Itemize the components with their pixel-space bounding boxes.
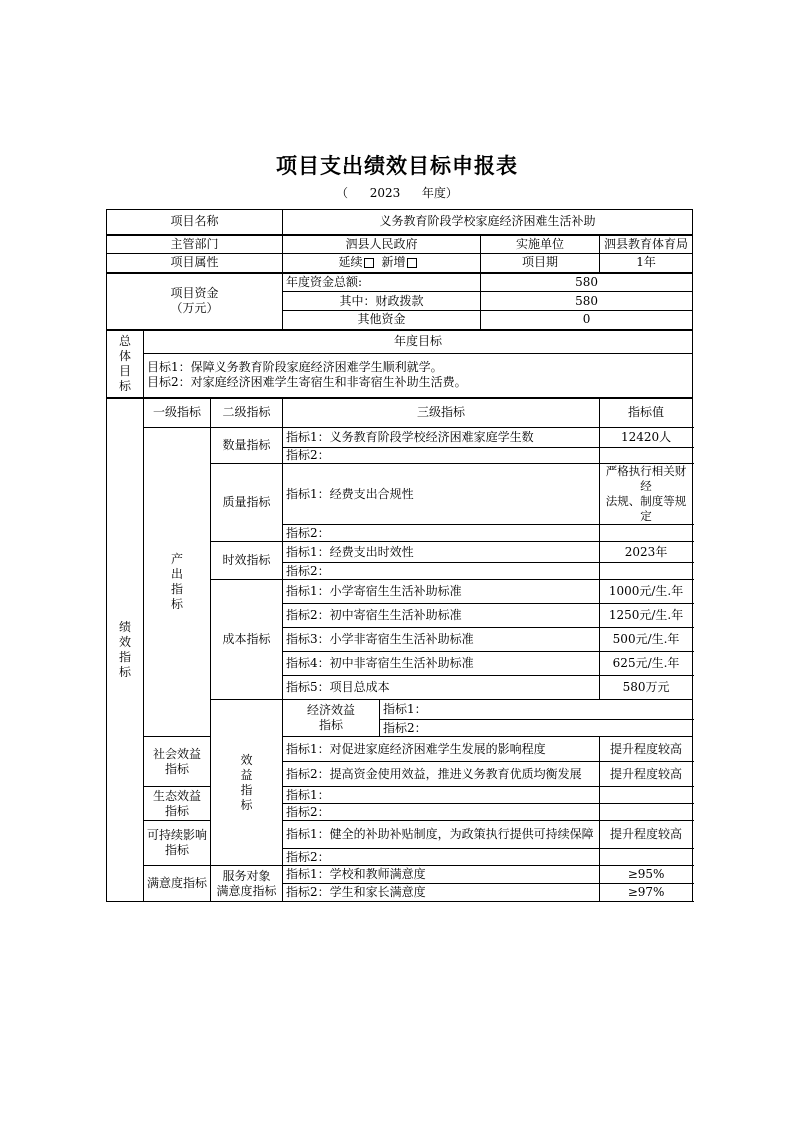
indicator-row: 指标1：健全的补助补贴制度，为政策执行提供可持续保障 (283, 821, 600, 849)
indicator-row: 指标2：学生和家长满意度 (283, 884, 600, 902)
indicator-row: 指标1： (380, 700, 693, 720)
project-name-label: 项目名称 (107, 210, 283, 235)
form-title: 项目支出绩效目标申报表 (276, 154, 518, 178)
indicator-row: 指标1：经费支出时效性 (283, 542, 600, 563)
indicator-value: 1250元/生.年 (600, 604, 693, 628)
fund-fiscal-label: 其中：财政拨款 (283, 292, 481, 311)
indicator-value: 625元/生.年 (600, 652, 693, 676)
fund-label-line2: （万元） (170, 301, 219, 315)
header-value: 指标值 (600, 398, 693, 428)
cost-indicator: 成本指标 (211, 580, 283, 700)
quantity-indicator: 数量指标 (211, 428, 283, 464)
indicator-row: 指标1：小学寄宿生生活补助标准 (283, 580, 600, 604)
indicator-row: 指标2： (283, 525, 600, 542)
side-char: 指 (118, 649, 131, 664)
label-line: 生态效益 (152, 788, 201, 803)
indicator-value: ≥95% (600, 866, 693, 884)
period-value: 1年 (600, 254, 693, 273)
indicator-row: 指标1：经费支出合规性 (283, 464, 600, 525)
side-char: 效 (118, 634, 131, 649)
year-close: 年度） (421, 186, 458, 200)
project-name-value: 义务教育阶段学校家庭经济困难生活补助 (283, 210, 693, 235)
label-line: 服务对象 (222, 868, 271, 883)
perf-side-label (107, 398, 144, 902)
label-line: 经济效益 (307, 703, 356, 717)
indicator-value (600, 804, 693, 821)
header-level3: 三级指标 (283, 398, 600, 428)
value-line: 法规、制度等规定 (605, 494, 687, 523)
indicator-row: 指标2： (283, 804, 600, 821)
economic-indicator (283, 700, 380, 737)
goal-1: 目标1：保障义务教育阶段家庭经济困难学生顺利就学。 (147, 360, 443, 375)
indicator-row: 指标5：项目总成本 (283, 676, 600, 700)
label-line: 社会效益 (152, 746, 201, 761)
indicator-row: 指标2： (380, 720, 693, 737)
side-char: 出 (170, 567, 183, 581)
indicator-value: 2023年 (600, 542, 693, 563)
attr-new-label: 新增 (381, 255, 406, 270)
goal-2: 目标2：对家庭经济困难学生寄宿生和非寄宿生补助生活费。 (147, 375, 467, 390)
year-line (0, 184, 794, 201)
impl-unit-label: 实施单位 (481, 235, 600, 254)
label-line: 指标 (164, 843, 189, 857)
label-line: 指标 (164, 761, 189, 776)
side-char: 产 (170, 552, 183, 566)
indicator-value: 12420人 (600, 428, 693, 448)
quality-indicator: 质量指标 (211, 464, 283, 542)
indicator-value (600, 448, 693, 464)
indicator-value: 1000元/生.年 (600, 580, 693, 604)
indicator-row: 指标2：初中寄宿生生活补助标准 (283, 604, 600, 628)
side-char: 总 (118, 333, 131, 348)
label-line: 指标 (164, 803, 189, 818)
project-attr-label: 项目属性 (107, 254, 283, 273)
indicator-row: 指标2： (283, 849, 600, 866)
indicator-row: 指标2： (283, 448, 600, 464)
indicator-row: 指标1：义务教育阶段学校经济困难家庭学生数 (283, 428, 600, 448)
indicator-row: 指标1： (283, 787, 600, 804)
indicator-row: 指标3：小学非寄宿生生活补助标准 (283, 628, 600, 652)
annual-goal-header: 年度目标 (144, 330, 693, 354)
indicator-value (600, 849, 693, 866)
side-char: 体 (118, 348, 131, 363)
satisfaction-indicator-label: 满意度指标 (144, 866, 211, 902)
service-satisfaction-indicator (211, 866, 283, 902)
indicator-value (600, 787, 693, 804)
side-char: 标 (118, 664, 131, 679)
period-label: 项目期 (481, 254, 600, 273)
indicator-value: 580万元 (600, 676, 693, 700)
side-char: 目 (118, 363, 131, 378)
indicator-value: ≥97% (600, 884, 693, 902)
new-checkbox[interactable] (407, 258, 417, 268)
indicator-row: 指标4：初中非寄宿生生活补助标准 (283, 652, 600, 676)
timeliness-indicator: 时效指标 (211, 542, 283, 580)
side-char: 绩 (118, 619, 131, 634)
label-line: 可持续影响 (147, 828, 208, 842)
sustainable-indicator (144, 821, 211, 866)
performance-target-table (106, 209, 693, 902)
dept-label: 主管部门 (107, 235, 283, 254)
year-value: 2023 (369, 186, 401, 200)
impl-unit-value: 泗县教育体育局 (600, 235, 693, 254)
label-line: 指标 (319, 718, 344, 732)
value-line: 严格执行相关财经 (605, 464, 687, 493)
benefit-indicator-label (211, 700, 283, 866)
indicator-row: 指标1：对促进家庭经济困难学生发展的影响程度 (283, 737, 600, 762)
fund-fiscal-value: 580 (481, 292, 693, 311)
side-char: 标 (170, 597, 183, 611)
header-level1: 一级指标 (144, 398, 211, 428)
side-char: 标 (118, 378, 131, 393)
indicator-value (600, 525, 693, 542)
fund-other-value: 0 (481, 311, 693, 330)
dept-value: 泗县人民政府 (283, 235, 481, 254)
output-indicator-label (144, 428, 211, 737)
fund-label-line1: 项目资金 (170, 286, 219, 300)
indicator-value (600, 563, 693, 580)
side-char: 益 (240, 767, 253, 782)
side-char: 标 (240, 797, 253, 812)
label-line: 满意度指标 (216, 883, 277, 898)
ecological-indicator (144, 787, 211, 821)
fund-label (107, 273, 283, 330)
side-char: 指 (170, 582, 183, 596)
overall-goal-side-label (107, 330, 144, 398)
indicator-row: 指标2： (283, 563, 600, 580)
header-level2: 二级指标 (211, 398, 283, 428)
indicator-value: 提升程度较高 (600, 737, 693, 762)
fund-total-value: 580 (481, 273, 693, 292)
attr-continue-label: 延续 (338, 255, 363, 270)
project-attr-options (283, 254, 481, 273)
side-char: 效 (240, 752, 253, 767)
social-indicator (144, 737, 211, 787)
indicator-row: 指标2：提高资金使用效益，推进义务教育优质均衡发展 (283, 762, 600, 787)
indicator-value: 提升程度较高 (600, 762, 693, 787)
continue-checkbox[interactable] (364, 258, 374, 268)
fund-total-label: 年度资金总额: (283, 273, 481, 292)
year-open: （ (336, 186, 349, 200)
indicator-row: 指标1：学校和教师满意度 (283, 866, 600, 884)
side-char: 指 (240, 782, 253, 797)
annual-goal-text (144, 354, 693, 398)
indicator-value: 提升程度较高 (600, 821, 693, 849)
indicator-value (600, 464, 693, 525)
fund-other-label: 其他资金 (283, 311, 481, 330)
indicator-value: 500元/生.年 (600, 628, 693, 652)
